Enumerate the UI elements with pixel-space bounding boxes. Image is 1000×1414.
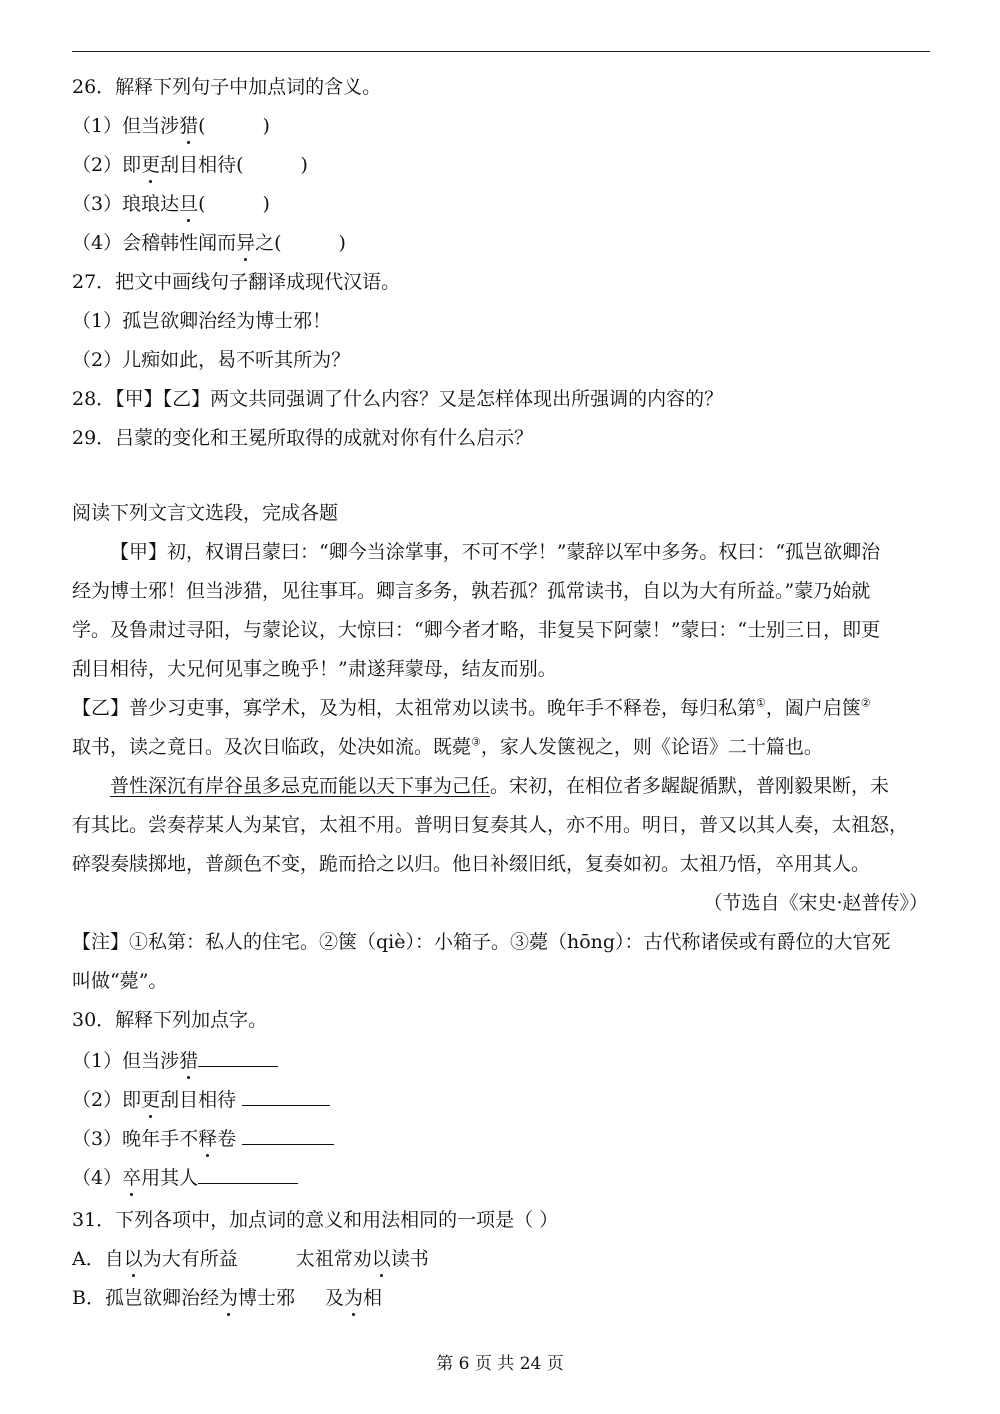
- passage-jia-line-2: 经为博士邪！但当涉猎，见往事耳。卿言多务，孰若孤？孤常读书，自以为大有所益。”蒙乃始就: [72, 580, 871, 602]
- passage-jia-line-3: 学。及鲁肃过寻阳，与蒙论议，大惊曰：“卿今者才略，非复吴下阿蒙！”蒙曰：“士别三日，即更: [72, 619, 881, 641]
- answer-blank[interactable]: [198, 1046, 278, 1067]
- q27-item-1: （1）孤岂欲卿治经为博士邪！: [72, 310, 332, 332]
- passage-yi-line-3: 普性深沉有岸谷虽多忌克而能以天下事为己任。宋初，在相位者多龌龊循默，普刚毅果断，未: [110, 775, 890, 797]
- underlined-sentence: 普性深沉有岸谷虽多忌克而能以天下事为己任: [110, 775, 491, 797]
- dotted-char: 以: [123, 1248, 143, 1270]
- q26-item-3: （3）琅琅达旦( ): [72, 193, 270, 215]
- answer-blank[interactable]: [242, 1124, 334, 1145]
- q30-item-2: （2）即更刮目相待: [72, 1085, 330, 1113]
- notes-line-1: 【注】①私第：私人的住宅。②箧（qiè）：小箱子。③薨（hōng）：古代称诸侯或有爵位的大官死: [72, 931, 891, 953]
- dotted-char: 猎: [179, 115, 199, 137]
- dotted-char: 以: [371, 1248, 391, 1270]
- passage-jia-line-1: 【甲】初，权谓吕蒙曰：“卿今当涂掌事，不可不学！”蒙辞以军中多务。权曰：“孤岂欲卿治: [110, 541, 881, 563]
- q26-stem: 26．解释下列句子中加点词的含义。: [72, 76, 382, 98]
- page-footer: 第 6 页 共 24 页: [436, 1354, 564, 1374]
- q26-item-1: （1）但当涉猎( ): [72, 115, 270, 137]
- passage-yi-line-4: 有其比。尝奏荐某人为某官，太祖不用。普明日复奏其人，亦不用。明日，普又以其人奏，太祖怒，: [72, 814, 909, 836]
- q31-stem: 31．下列各项中，加点词的意义和用法相同的一项是（ ）: [72, 1209, 559, 1231]
- q27-item-2: （2）儿痴如此，曷不听其所为？: [72, 349, 351, 371]
- q30-item-1: （1）但当涉猎: [72, 1046, 278, 1074]
- passage-yi-line-1: 【乙】普少习吏事，寡学术，及为相，太祖常劝以读书。晚年手不释卷，每归私第①，阖户启箧②: [72, 696, 871, 719]
- q26-item-2: （2）即更刮目相待( ): [72, 154, 308, 176]
- dotted-char: 更: [141, 1089, 161, 1111]
- section-title: 阅读下列文言文选段，完成各题: [72, 502, 339, 524]
- dotted-char: 为: [344, 1287, 364, 1309]
- dotted-char: 卒: [122, 1167, 142, 1189]
- dotted-char: 猎: [179, 1050, 199, 1072]
- dotted-char: 为: [218, 1287, 238, 1309]
- notes-line-2: 叫做“薨”。: [72, 970, 168, 992]
- q29-stem: 29．吕蒙的变化和王冕所取得的成就对你有什么启示？: [72, 427, 534, 449]
- passage-yi-line-2: 取书，读之竟日。及次日临政，处决如流。既薨③，家人发箧视之，则《论语》二十篇也。: [72, 735, 823, 758]
- passage-yi-line-5: 碎裂奏牍掷地，普颜色不变，跪而拾之以归。他日补缀旧纸，复奏如初。太祖乃悟，卒用其人。: [72, 853, 871, 875]
- q31-option-a[interactable]: A．自以为大有所益 太祖常劝以读书: [72, 1248, 429, 1270]
- q31-option-b[interactable]: B．孤岂欲卿治经为博士邪 及为相: [72, 1287, 383, 1309]
- q26-item-4: （4）会稽韩性闻而异之( ): [72, 232, 346, 254]
- dotted-char: 异: [236, 232, 256, 254]
- answer-blank[interactable]: [198, 1163, 298, 1184]
- dotted-char: 更: [141, 154, 161, 176]
- answer-blank[interactable]: [242, 1085, 330, 1106]
- passage-source: （节选自《宋史·赵普传》）: [703, 892, 928, 914]
- q30-item-4: （4）卒用其人: [72, 1163, 298, 1191]
- q28-stem: 28．【甲】【乙】两文共同强调了什么内容？又是怎样体现出所强调的内容的？: [72, 388, 724, 410]
- passage-jia-line-4: 刮目相待，大兄何见事之晚乎！”肃遂拜蒙母，结友而别。: [72, 658, 557, 680]
- q30-stem: 30．解释下列加点字。: [72, 1009, 268, 1031]
- q30-item-3: （3）晚年手不释卷: [72, 1124, 334, 1152]
- dotted-char: 释: [198, 1128, 218, 1150]
- q27-stem: 27．把文中画线句子翻译成现代汉语。: [72, 271, 401, 293]
- header-rule: [72, 51, 930, 52]
- dotted-char: 旦: [179, 193, 199, 215]
